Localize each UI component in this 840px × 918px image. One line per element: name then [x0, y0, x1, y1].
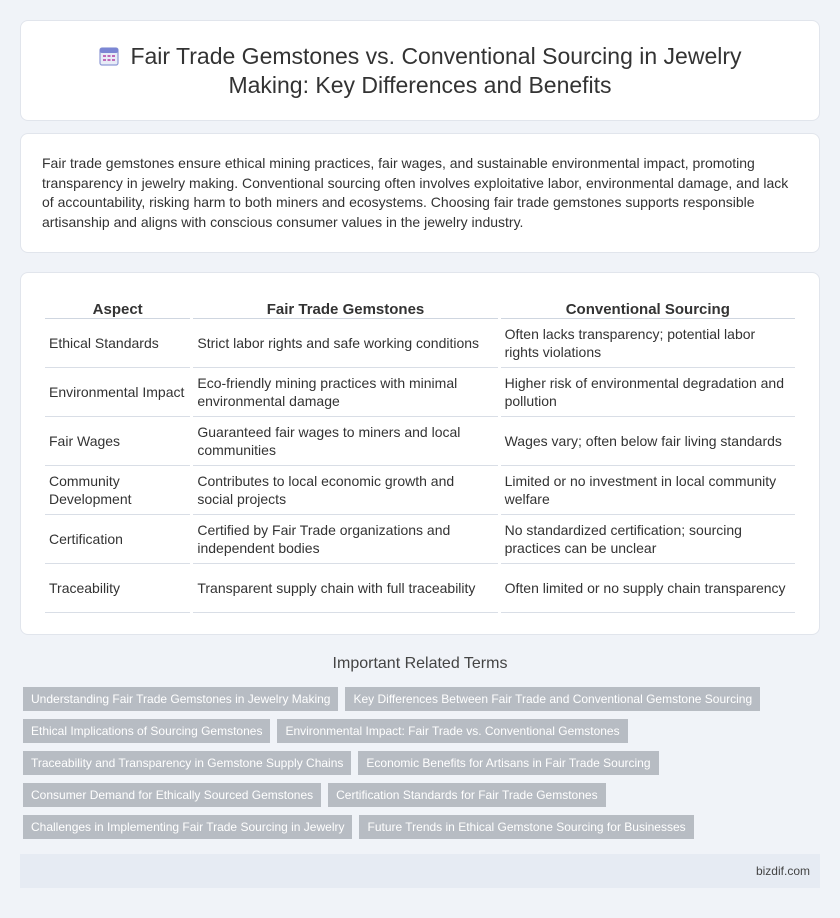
table-cell: Ethical Standards	[45, 319, 190, 368]
table-cell: Often limited or no supply chain transparency	[501, 564, 795, 613]
term-tag[interactable]: Economic Benefits for Artisans in Fair Trade Sourcing	[358, 751, 658, 775]
table-row	[45, 466, 795, 515]
column-header: Fair Trade Gemstones	[193, 297, 497, 319]
table-row	[45, 368, 795, 417]
term-tag[interactable]: Challenges in Implementing Fair Trade Sourcing in Jewelry	[23, 815, 352, 839]
term-tag[interactable]: Certification Standards for Fair Trade Gemstones	[328, 783, 605, 807]
column-header: Conventional Sourcing	[501, 297, 795, 319]
intro-card	[20, 133, 820, 253]
table-cell: Transparent supply chain with full traceability	[193, 564, 497, 613]
table-cell: Community Development	[45, 466, 190, 515]
table-cell: Limited or no investment in local community welfare	[501, 466, 795, 515]
calendar-icon	[98, 45, 120, 67]
table-cell: No standardized certification; sourcing practices can be unclear	[501, 515, 795, 564]
table-header-row	[45, 297, 795, 319]
term-tag[interactable]: Future Trends in Ethical Gemstone Sourcing for Businesses	[359, 815, 693, 839]
table-row	[45, 515, 795, 564]
table-row	[45, 564, 795, 613]
term-tag[interactable]: Understanding Fair Trade Gemstones in Jewelry Making	[23, 687, 338, 711]
page-title-text: Fair Trade Gemstones vs. Conventional Sourcing in Jewelry Making: Key Differences and Benefits	[130, 42, 742, 98]
term-tag[interactable]: Ethical Implications of Sourcing Gemstones	[23, 719, 270, 743]
table-row	[45, 319, 795, 368]
term-tag[interactable]: Environmental Impact: Fair Trade vs. Conventional Gemstones	[277, 719, 627, 743]
intro-paragraph: Fair trade gemstones ensure ethical mining practices, fair wages, and sustainable environmental impact, promoting transparency in jewelry making. Conventional sourcing often involves exploitative labor, environmental damage, and lack of accountability, risking harm to both miners and ecosystems. Choosing fair trade gemstones supports responsible artisanship and aligns with conscious consumer values in the jewelry industry.	[42, 155, 789, 230]
table-cell: Wages vary; often below fair living standards	[501, 417, 795, 466]
table-cell: Certified by Fair Trade organizations and independent bodies	[193, 515, 497, 564]
column-header: Aspect	[45, 297, 190, 319]
table-cell: Guaranteed fair wages to miners and local communities	[193, 417, 497, 466]
site-name[interactable]: bizdif.com	[755, 864, 810, 878]
footer	[20, 854, 820, 888]
table-cell: Eco-friendly mining practices with minimal environmental damage	[193, 368, 497, 417]
table-row	[45, 417, 795, 466]
table-cell: Strict labor rights and safe working conditions	[193, 319, 497, 368]
term-tag[interactable]: Consumer Demand for Ethically Sourced Gemstones	[23, 783, 321, 807]
related-terms-heading: Important Related Terms	[332, 655, 508, 672]
table-cell: Certification	[45, 515, 190, 564]
table-cell: Often lacks transparency; potential labor rights violations	[501, 319, 795, 368]
term-tag[interactable]: Traceability and Transparency in Gemstone Supply Chains	[23, 751, 351, 775]
table-cell: Traceability	[45, 564, 190, 613]
page-title	[70, 42, 770, 100]
table-cell: Environmental Impact	[45, 368, 190, 417]
comparison-table	[42, 297, 798, 613]
table-cell: Contributes to local economic growth and social projects	[193, 466, 497, 515]
comparison-card	[20, 272, 820, 635]
term-tag[interactable]: Key Differences Between Fair Trade and Conventional Gemstone Sourcing	[345, 687, 760, 711]
header-card	[20, 20, 820, 121]
table-cell: Higher risk of environmental degradation and pollution	[501, 368, 795, 417]
related-terms-list	[23, 687, 803, 847]
table-cell: Fair Wages	[45, 417, 190, 466]
